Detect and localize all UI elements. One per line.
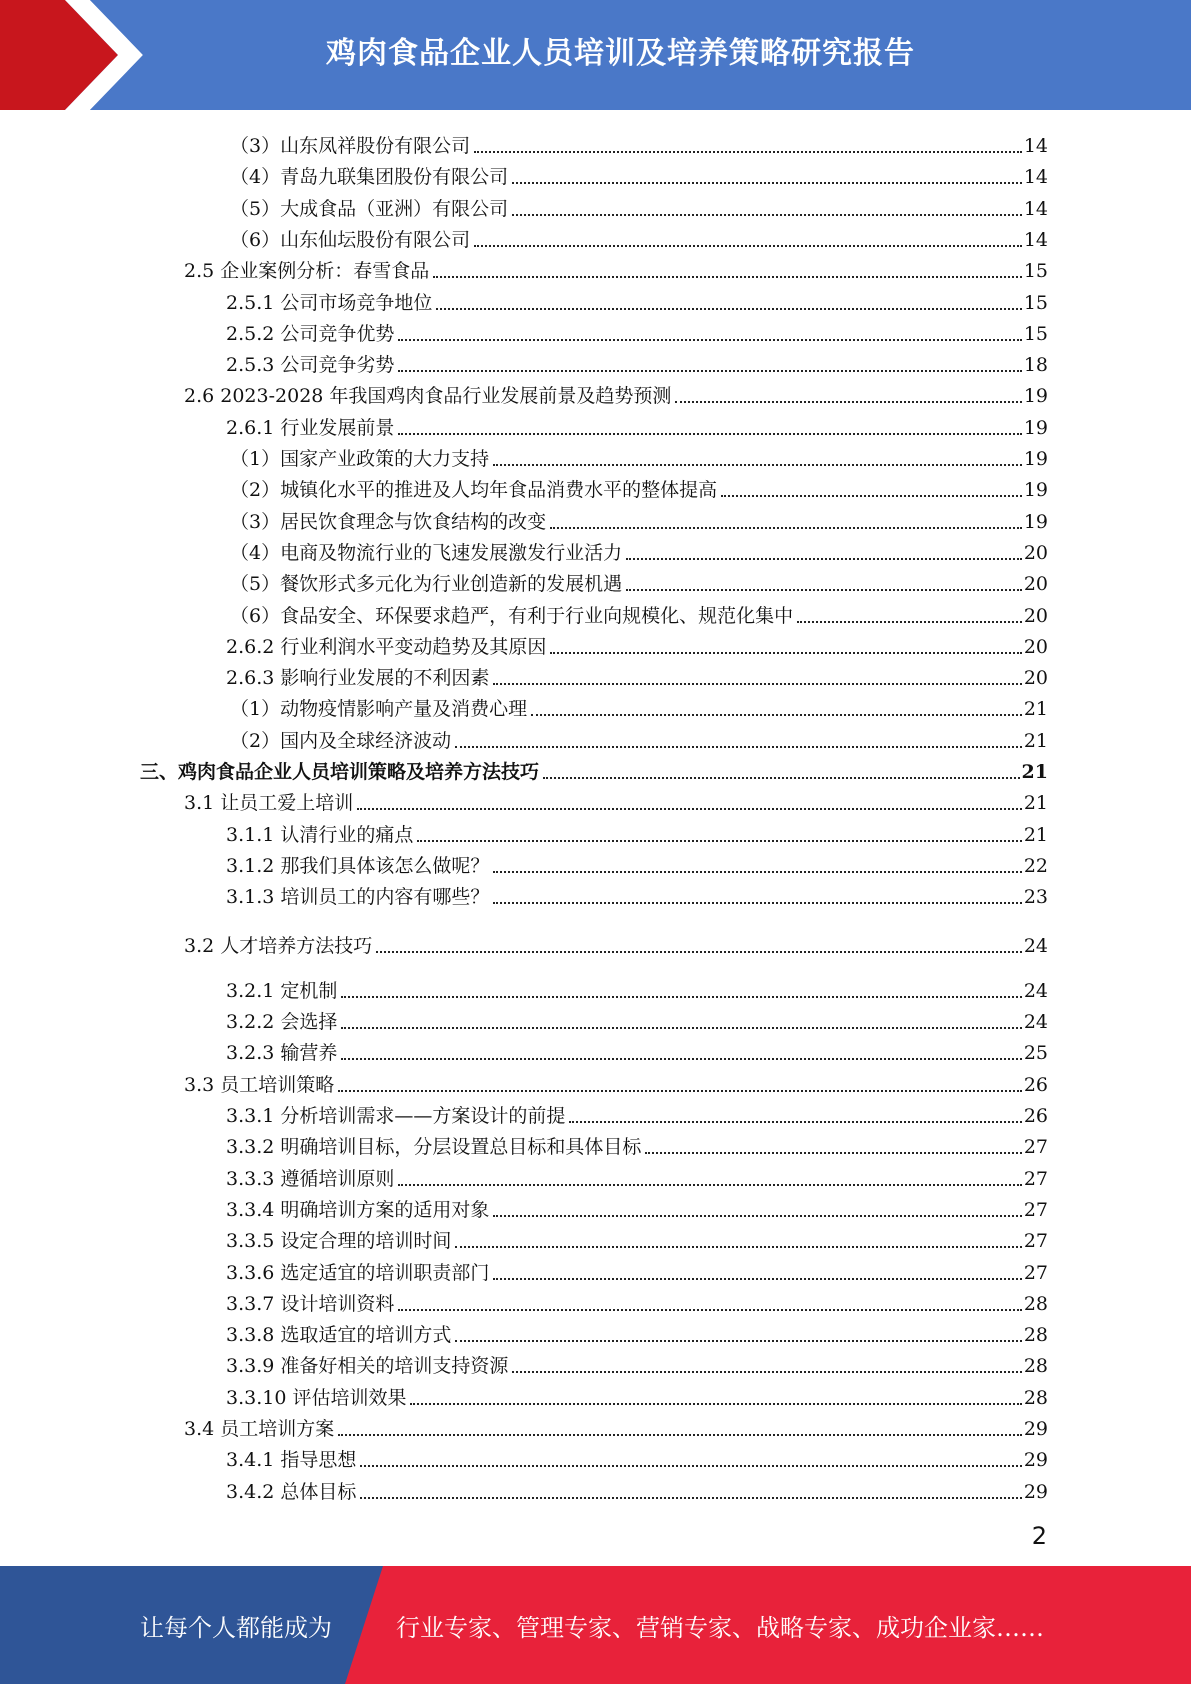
toc-dot-leader (433, 276, 1022, 278)
toc-entry-page: 21 (1023, 698, 1048, 721)
toc-entry-page: 28 (1023, 1292, 1048, 1315)
toc-entry-title: 2.6 2023-2028 年我国鸡肉食品行业发展前景及趋势预测 (184, 385, 672, 408)
toc-entry-title: （2）城镇化水平的推进及人均年食品消费水平的整体提高 (230, 479, 718, 502)
toc-entry[interactable] (230, 598, 1048, 628)
toc-entry[interactable] (226, 316, 1048, 346)
toc-dot-leader (512, 182, 1022, 184)
toc-entry-title: 3.2.3 输营养 (226, 1042, 338, 1065)
toc-dot-leader (417, 840, 1021, 842)
toc-entry-title: （6）山东仙坛股份有限公司 (230, 228, 471, 251)
page-footer (0, 1566, 1191, 1684)
toc-entry[interactable] (226, 1192, 1048, 1222)
toc-entry[interactable] (230, 691, 1048, 721)
toc-entry-title: 2.6.3 影响行业发展的不利因素 (226, 667, 490, 690)
toc-dot-leader (341, 1027, 1021, 1029)
toc-entry-title: （3）山东凤祥股份有限公司 (230, 135, 471, 157)
toc-entry-page: 15 (1023, 291, 1048, 314)
toc-entry-page: 29 (1023, 1480, 1048, 1503)
toc-entry-page: 21 (1023, 729, 1048, 752)
toc-entry-page: 20 (1023, 573, 1048, 596)
toc-entry-page: 19 (1023, 448, 1048, 470)
toc-entry[interactable] (226, 1348, 1048, 1378)
toc-dot-leader (493, 902, 1021, 904)
toc-entry-title: 3.4.2 总体目标 (226, 1480, 357, 1503)
toc-dot-leader (455, 746, 1022, 748)
toc-entry[interactable] (226, 660, 1048, 690)
toc-entry-page: 24 (1023, 1011, 1048, 1034)
toc-entry-title: 3.3.8 选取适宜的培训方式 (226, 1324, 452, 1347)
toc-entry-page: 23 (1023, 886, 1048, 909)
toc-dot-leader (645, 1152, 1021, 1154)
toc-entry[interactable] (230, 191, 1048, 221)
page-header (0, 0, 1191, 110)
toc-dot-leader (493, 683, 1021, 685)
toc-entry-title: 3.3.4 明确培训方案的适用对象 (226, 1198, 490, 1221)
toc-entry[interactable] (226, 629, 1048, 659)
toc-entry-title: （5）大成食品（亚洲）有限公司 (230, 197, 509, 220)
footer-slogan-right: 行业专家、管理专家、营销专家、战略专家、成功企业家…… (396, 1613, 1044, 1642)
toc-entry-title: （1）动物疫情影响产量及消费心理 (230, 698, 528, 721)
toc-entry[interactable] (230, 504, 1048, 534)
toc-entry-page: 22 (1023, 854, 1048, 877)
toc-entry-title: 3.3.1 分析培训需求——方案设计的前提 (226, 1105, 566, 1127)
toc-entry-page: 27 (1023, 1167, 1048, 1190)
toc-entry-title: 3.2.2 会选择 (226, 1011, 338, 1034)
toc-entry[interactable] (230, 159, 1048, 189)
toc-dot-leader (675, 401, 1021, 403)
toc-entry-page: 29 (1023, 1418, 1048, 1440)
toc-entry-page: 27 (1023, 1198, 1048, 1221)
toc-entry-page: 28 (1023, 1386, 1048, 1409)
toc-dot-leader (357, 808, 1022, 810)
toc-entry-title: 3.2.1 定机制 (226, 979, 338, 1002)
toc-entry-page: 24 (1023, 934, 1048, 957)
toc-entry-page: 15 (1023, 322, 1048, 345)
toc-dot-leader (474, 151, 1022, 153)
toc-dot-leader (436, 308, 1021, 310)
toc-entry-title: 3.3.5 设定合理的培训时间 (226, 1230, 452, 1253)
toc-dot-leader (512, 214, 1022, 216)
toc-entry-title: 3.3.3 遵循培训原则 (226, 1167, 395, 1190)
toc-entry-page: 19 (1023, 510, 1048, 533)
toc-dot-leader (474, 245, 1022, 247)
toc-entry[interactable] (184, 928, 1048, 958)
toc-dot-leader (455, 1340, 1021, 1342)
toc-entry-page: 14 (1023, 197, 1048, 220)
toc-entry-page: 15 (1023, 260, 1048, 283)
toc-dot-leader (626, 589, 1022, 591)
toc-entry[interactable] (230, 441, 1048, 471)
toc-entry-page: 29 (1023, 1449, 1048, 1472)
toc-entry-title: 2.5.1 公司市场竞争地位 (226, 291, 433, 314)
header-arrow-decoration (0, 0, 150, 110)
toc-dot-leader (410, 1403, 1021, 1405)
toc-entry-title: 三、鸡肉食品企业人员培训策略及培养方法技巧 (140, 761, 540, 783)
toc-dot-leader (341, 996, 1021, 998)
toc-entry[interactable] (184, 785, 1048, 815)
toc-dot-leader (543, 777, 1020, 779)
toc-dot-leader (360, 1465, 1021, 1467)
toc-entry-title: 3.3.6 选定适宜的培训职责部门 (226, 1261, 490, 1284)
toc-entry-page: 28 (1023, 1355, 1048, 1378)
toc-entry-page: 20 (1023, 667, 1048, 690)
toc-entry[interactable] (226, 1161, 1048, 1191)
toc-entry-page: 27 (1023, 1136, 1048, 1159)
toc-entry-title: 2.6.2 行业利润水平变动趋势及其原因 (226, 635, 547, 658)
toc-entry[interactable] (226, 1098, 1048, 1128)
toc-entry[interactable] (184, 1067, 1048, 1097)
toc-entry[interactable] (184, 253, 1048, 283)
toc-entry[interactable] (226, 1255, 1048, 1285)
toc-dot-leader (512, 1371, 1021, 1373)
toc-entry-title: 3.4.1 指导思想 (226, 1449, 357, 1472)
toc-dot-leader (550, 652, 1021, 654)
toc-entry-page: 21 (1021, 761, 1048, 783)
toc-entry[interactable] (184, 1411, 1048, 1441)
toc-entry-page: 20 (1023, 541, 1048, 564)
toc-entry-title: 3.3.9 准备好相关的培训支持资源 (226, 1355, 509, 1378)
toc-dot-leader (569, 1121, 1021, 1123)
toc-entry[interactable] (184, 378, 1048, 408)
toc-dot-leader (338, 1434, 1022, 1436)
toc-entry[interactable] (226, 1004, 1048, 1034)
toc-entry-title: 3.2 人才培养方法技巧 (184, 934, 373, 957)
toc-entry[interactable] (226, 1380, 1048, 1410)
toc-entry[interactable] (226, 1223, 1048, 1253)
toc-entry-title: 3.4 员工培训方案 (184, 1418, 335, 1440)
toc-entry-title: 2.5.2 公司竞争优势 (226, 322, 395, 345)
toc-entry[interactable] (230, 128, 1048, 158)
toc-entry[interactable] (230, 222, 1048, 252)
toc-entry[interactable] (226, 848, 1048, 878)
toc-entry[interactable] (226, 1317, 1048, 1347)
toc-entry-page: 26 (1023, 1105, 1048, 1127)
toc-entry[interactable] (226, 410, 1048, 440)
toc-entry-title: 2.5 企业案例分析：春雪食品 (184, 260, 430, 283)
toc-entry-page: 27 (1023, 1230, 1048, 1253)
toc-entry[interactable] (226, 1129, 1048, 1159)
toc-entry-page: 28 (1023, 1324, 1048, 1347)
toc-dot-leader (493, 871, 1021, 873)
toc-entry-title: （1）国家产业政策的大力支持 (230, 448, 490, 470)
page-number: 2 (1031, 1522, 1047, 1550)
toc-dot-leader (398, 1309, 1021, 1311)
toc-entry[interactable] (226, 1442, 1048, 1472)
toc-entry[interactable] (226, 285, 1048, 315)
toc-entry-page: 19 (1023, 479, 1048, 502)
toc-entry-title: （5）餐饮形式多元化为行业创造新的发展机遇 (230, 573, 623, 596)
toc-entry-title: 3.3.7 设计培训资料 (226, 1292, 395, 1315)
toc-entry[interactable] (226, 347, 1048, 377)
footer-slogan-left: 让每个人都能成为 (140, 1613, 332, 1642)
toc-entry-page: 24 (1023, 979, 1048, 1002)
toc-entry[interactable] (226, 1474, 1048, 1504)
toc-entry-page: 20 (1023, 604, 1048, 627)
toc-dot-leader (493, 1215, 1021, 1217)
toc-entry-page: 19 (1023, 416, 1048, 439)
toc-entry-title: 3.3 员工培训策略 (184, 1073, 335, 1096)
toc-dot-leader (455, 1246, 1021, 1248)
toc-entry-title: 3.3.2 明确培训目标，分层设置总目标和具体目标 (226, 1136, 642, 1159)
toc-entry-title: （4）青岛九联集团股份有限公司 (230, 166, 509, 189)
toc-entry-title: （4）电商及物流行业的飞速发展激发行业活力 (230, 541, 623, 564)
toc-dot-leader (626, 558, 1022, 560)
toc-entry[interactable] (230, 535, 1048, 565)
toc-dot-leader (398, 370, 1021, 372)
toc-dot-leader (398, 433, 1021, 435)
toc-entry-title: （2）国内及全球经济波动 (230, 729, 452, 752)
toc-dot-leader (550, 527, 1022, 529)
toc-entry[interactable] (226, 1035, 1048, 1065)
toc-entry[interactable] (226, 879, 1048, 909)
toc-entry[interactable] (230, 472, 1048, 502)
toc-dot-leader (360, 1497, 1021, 1499)
toc-dot-leader (338, 1090, 1022, 1092)
toc-entry-title: 3.1.1 认清行业的痛点 (226, 823, 414, 846)
toc-dot-leader (398, 1184, 1021, 1186)
toc-dot-leader (721, 495, 1022, 497)
toc-entry[interactable] (140, 754, 1048, 784)
toc-dot-leader (493, 1278, 1021, 1280)
toc-entry-page: 25 (1023, 1042, 1048, 1065)
toc-entry-title: 2.5.3 公司竞争劣势 (226, 354, 395, 377)
toc-dot-leader (493, 464, 1022, 466)
toc-entry-title: 3.1.2 那我们具体该怎么做呢？ (226, 854, 490, 877)
toc-entry-page: 27 (1023, 1261, 1048, 1284)
toc-entry-page: 20 (1023, 635, 1048, 658)
toc-entry-page: 14 (1023, 166, 1048, 189)
toc-entry-page: 14 (1023, 135, 1048, 157)
toc-entry[interactable] (226, 973, 1048, 1003)
toc-entry-page: 26 (1023, 1073, 1048, 1096)
toc-dot-leader (341, 1058, 1021, 1060)
toc-dot-leader (797, 621, 1022, 623)
toc-entry-page: 19 (1023, 385, 1048, 408)
toc-entry-title: 3.1 让员工爱上培训 (184, 792, 354, 815)
toc-entry-title: （6）食品安全、环保要求趋严，有利于行业向规模化、规范化集中 (230, 604, 794, 627)
toc-entry-title: 2.6.1 行业发展前景 (226, 416, 395, 439)
toc-entry-page: 14 (1023, 228, 1048, 251)
toc-entry-page: 21 (1023, 792, 1048, 815)
toc-entry-title: （3）居民饮食理念与饮食结构的改变 (230, 510, 547, 533)
toc-entry-page: 18 (1023, 354, 1048, 377)
toc-entry-title: 3.1.3 培训员工的内容有哪些？ (226, 886, 490, 909)
toc-dot-leader (531, 714, 1022, 716)
toc-dot-leader (398, 339, 1021, 341)
toc-entry-title: 3.3.10 评估培训效果 (226, 1386, 407, 1409)
document-title: 鸡肉食品企业人员培训及培养策略研究报告 (326, 36, 915, 71)
toc-entry-page: 21 (1023, 823, 1048, 846)
toc-dot-leader (376, 951, 1022, 953)
toc-entry[interactable] (226, 817, 1048, 847)
toc-entry[interactable] (230, 723, 1048, 753)
toc-entry[interactable] (230, 566, 1048, 596)
toc-entry[interactable] (226, 1286, 1048, 1316)
